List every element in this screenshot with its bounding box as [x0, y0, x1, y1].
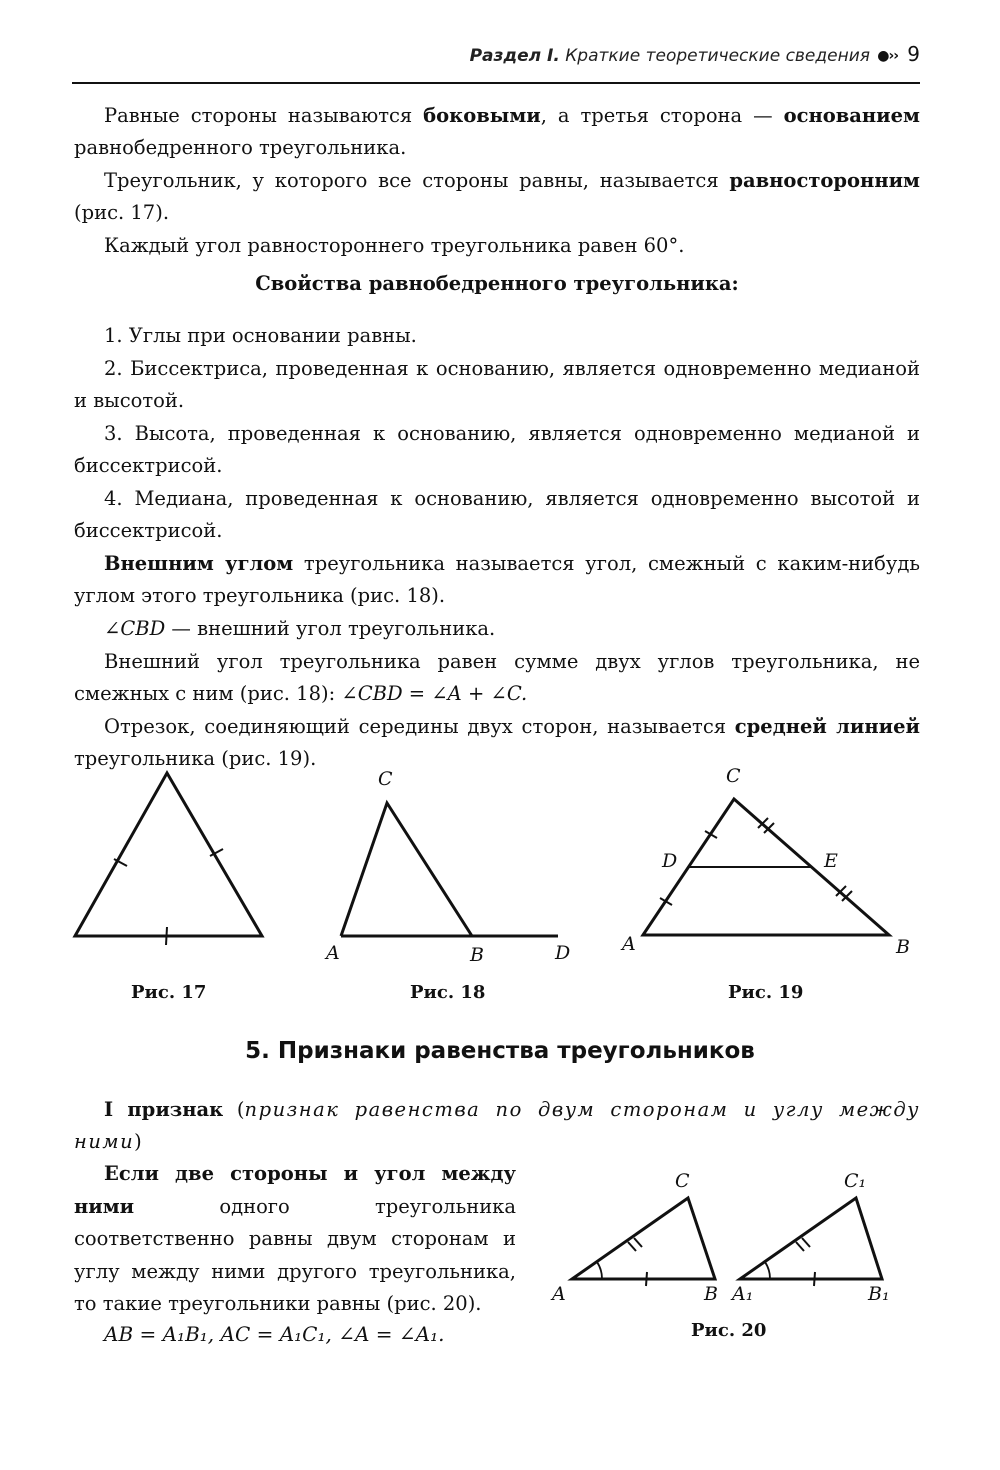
fig20-label-a1: A₁ — [732, 1283, 754, 1305]
paragraph-equilateral: Треугольник, у которого все стороны равны, называется равносторонним (рис. 17). — [74, 169, 920, 224]
property-item: 1. Углы при основании равны. — [104, 323, 417, 347]
figure-20-congruent-triangles — [560, 1180, 900, 1290]
figure-19-caption: Рис. 19 — [728, 982, 804, 1003]
property-item: 2. Биссектриса, проведенная к основанию, является одновременно медианой и высотой. — [74, 356, 920, 412]
fig18-label-c: C — [378, 768, 393, 790]
first-sign-statement: Если две стороны и угол между ними одного треугольника соответственно равны двум сторонам и углу между ними другого треугольника, то такие треугольники равны (рис. 20). — [74, 1162, 516, 1315]
property-item: 4. Медиана, проведенная к основанию, является одновременно высотой и биссектрисой. — [74, 486, 920, 542]
fig20-label-b1: B₁ — [868, 1283, 890, 1305]
figure-20-caption: Рис. 20 — [691, 1320, 767, 1341]
paragraph-cbd: ∠CBD — внешний угол треугольника. — [104, 616, 496, 640]
paragraph-external-angle-sum: Внешний угол треугольника равен сумме двух углов треугольника, не смежных с ним (рис. 18): ∠CBD = ∠A + ∠C. — [74, 649, 920, 705]
fig19-label-c: C — [726, 765, 741, 787]
header-section: Раздел I. — [469, 46, 560, 66]
paragraph-midline: Отрезок, соединяющий середины двух сторон, называется средней линией треугольника (рис. 19). — [74, 714, 920, 770]
fig20-label-b: B — [704, 1283, 718, 1305]
fig19-label-b: B — [896, 936, 910, 958]
figure-17-caption: Рис. 17 — [131, 982, 207, 1003]
figure-17-equilateral-triangle — [60, 760, 280, 950]
header-title-text: Краткие теоретические сведения — [565, 46, 870, 66]
fig19-label-a: A — [622, 933, 636, 955]
first-sign-text — [74, 1158, 516, 1321]
page-number: 9 — [907, 42, 920, 66]
first-sign-heading: I признак (признак равенства по двум сторонам и углу между ними) — [74, 1098, 920, 1153]
body-text — [74, 100, 920, 775]
fig20-label-c: C — [675, 1170, 690, 1192]
fig18-label-a: A — [326, 942, 340, 964]
figure-18-external-angle — [330, 790, 570, 950]
property-item: 3. Высота, проведенная к основанию, является одновременно медианой и биссектрисой. — [74, 421, 920, 477]
properties-title: Свойства равнобедренного треугольника: — [255, 272, 739, 295]
fig20-label-c1: C₁ — [844, 1170, 867, 1192]
paragraph-external-angle: Внешним углом треугольника называется угол, смежный с каким-нибудь углом этого треугольника (рис. 18). — [74, 551, 920, 607]
paragraph-angle-60: Каждый угол равностороннего треугольника равен 60°. — [104, 234, 685, 257]
fig18-label-b: B — [470, 944, 484, 966]
section-title: 5. Признаки равенства треугольников — [245, 1038, 755, 1064]
fig20-label-a: A — [552, 1283, 566, 1305]
header-title — [470, 46, 870, 66]
fig19-label-e: E — [824, 850, 838, 872]
fig18-label-d: D — [555, 942, 571, 964]
fig19-label-d: D — [662, 850, 678, 872]
figure-18-caption: Рис. 18 — [410, 982, 486, 1003]
first-sign-block — [74, 1094, 920, 1158]
paragraph-lateral-sides: Равные стороны называются боковыми, а третья сторона — основанием равнобедренного треугольника. — [74, 104, 920, 159]
equality-formula: AB = A₁B₁, AC = A₁C₁, ∠A = ∠A₁. — [104, 1322, 445, 1346]
header-dots-icon: ●›› — [877, 48, 898, 64]
running-header — [72, 42, 920, 84]
